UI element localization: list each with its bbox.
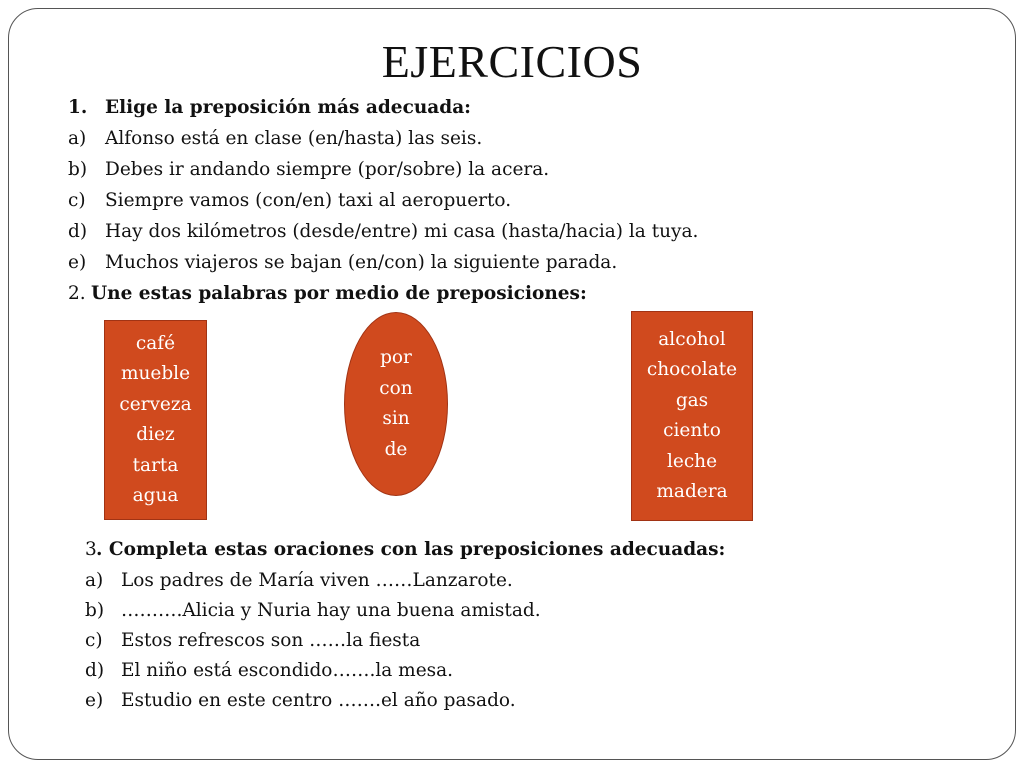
list-item-marker: a) — [68, 128, 87, 149]
list-item-text: Muchos viajeros se bajan (en/con) la siguiente parada. — [105, 252, 618, 273]
list-item-marker: c) — [68, 190, 86, 211]
section3-number: 3 — [85, 539, 97, 560]
section2-heading-text: Une estas palabras por medio de preposiciones: — [91, 283, 587, 304]
list-item-text: Alfonso está en clase (en/hasta) las seis. — [105, 128, 483, 149]
list-item-marker: a) — [85, 570, 104, 591]
word: tarta — [132, 454, 179, 476]
list-item-marker: c) — [85, 630, 103, 651]
preposition: con — [379, 377, 413, 399]
word: agua — [132, 485, 179, 506]
list-item-marker: d) — [68, 221, 88, 242]
preposition: de — [384, 438, 408, 460]
right-words-box — [631, 311, 753, 521]
word: alcohol — [658, 328, 726, 350]
page-title: EJERCICIOS — [381, 36, 643, 87]
left-words-box — [104, 320, 207, 520]
word: cerveza — [119, 393, 192, 415]
preposition: por — [380, 347, 412, 368]
list-item-marker: d) — [85, 660, 105, 681]
word: leche — [666, 450, 718, 472]
word: madera — [656, 481, 728, 502]
list-item-marker: b) — [85, 600, 105, 621]
list-item-text: Siempre vamos (con/en) taxi al aeropuerto. — [105, 190, 512, 211]
section3-heading-text: . Completa estas oraciones con las preposiciones adecuadas: — [96, 539, 726, 560]
list-item-marker: e) — [85, 690, 104, 711]
list-item-text: El niño está escondido…….la mesa. — [121, 660, 454, 681]
list-item-text: Estos refrescos son ……la fiesta — [121, 630, 421, 651]
list-item-text: Debes ir andando siempre (por/sobre) la acera. — [105, 159, 550, 180]
list-item-marker: b) — [68, 159, 88, 180]
list-item-marker: e) — [68, 252, 87, 273]
list-item-text: Hay dos kilómetros (desde/entre) mi casa (hasta/hacia) la tuya. — [105, 221, 699, 242]
section1-heading-text: Elige la preposición más adecuada: — [105, 97, 472, 118]
list-item-text: ……….Alicia y Nuria hay una buena amistad. — [121, 600, 541, 621]
word: café — [135, 332, 176, 354]
word: chocolate — [646, 359, 738, 380]
section1-number: 1. — [68, 97, 88, 118]
prepositions-ellipse — [344, 312, 448, 496]
word: diez — [136, 424, 175, 445]
word: ciento — [663, 420, 721, 441]
word: mueble — [120, 363, 191, 384]
list-item-text: Estudio en este centro …….el año pasado. — [121, 690, 516, 711]
list-item-text: Los padres de María viven ……Lanzarote. — [121, 570, 513, 591]
section2-number: 2. — [68, 283, 86, 304]
word: gas — [675, 389, 709, 411]
preposition: sin — [382, 408, 410, 429]
